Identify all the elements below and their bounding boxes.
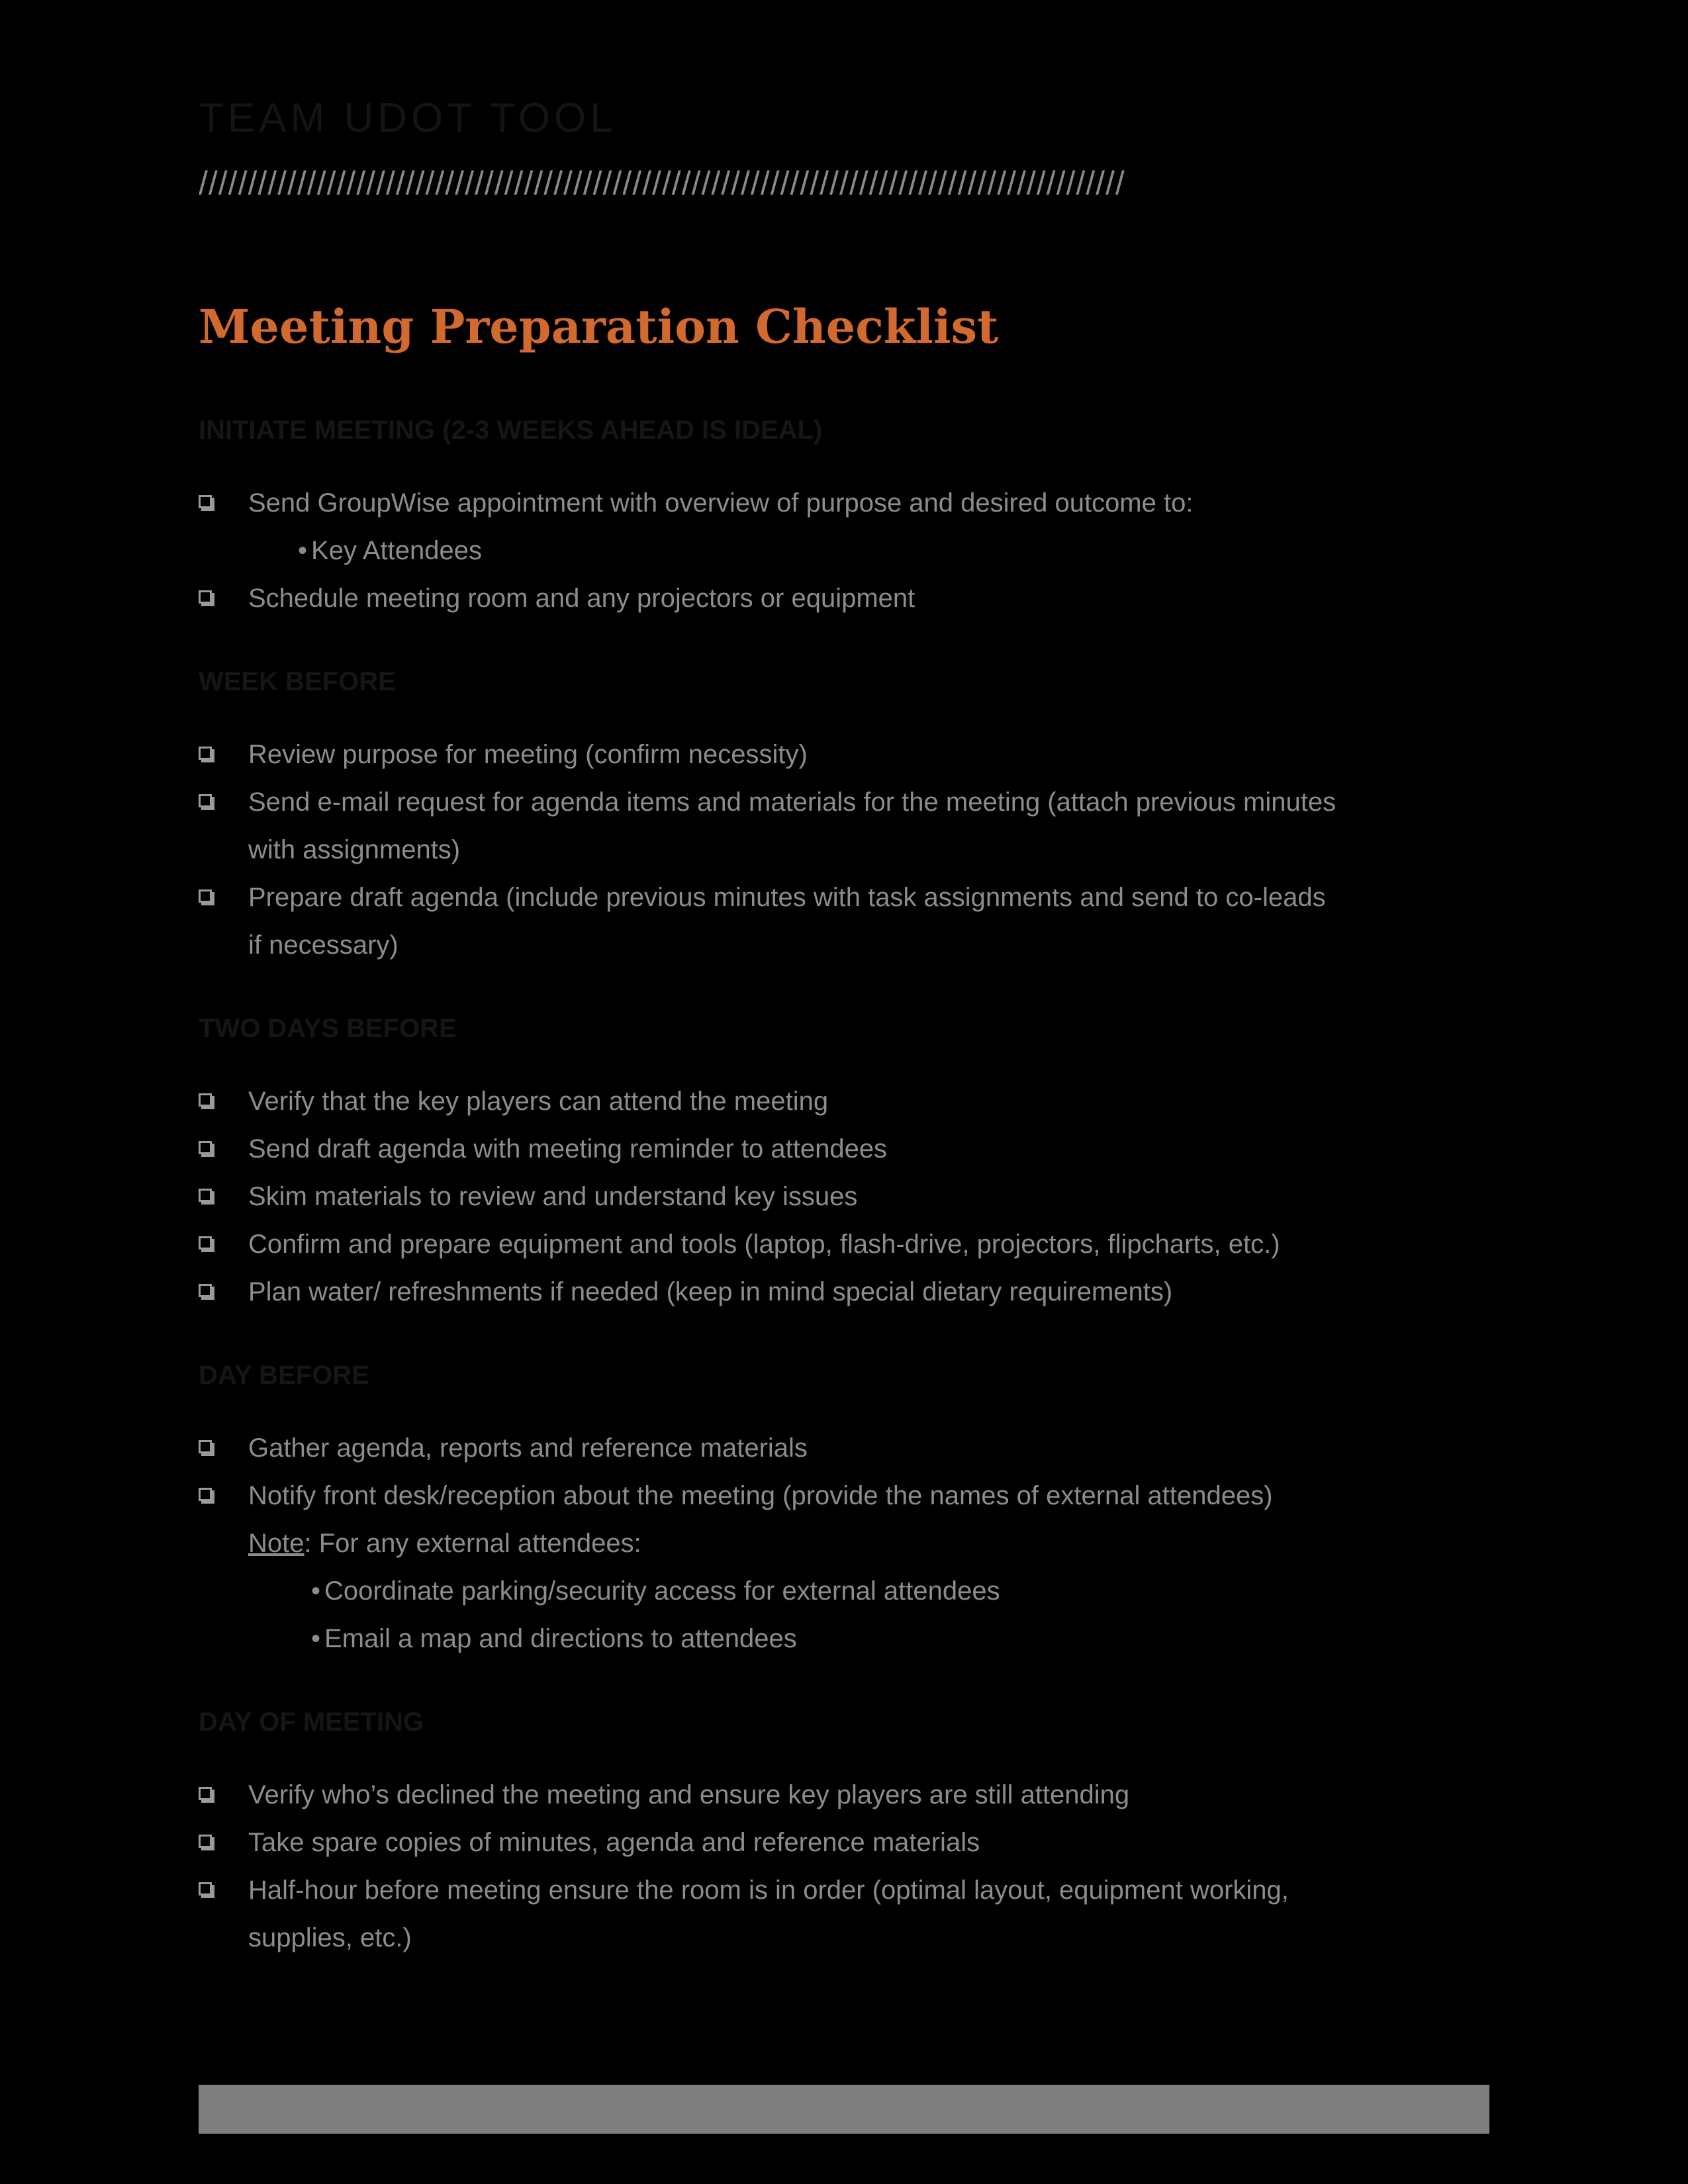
checklist-item[interactable]	[199, 1866, 1456, 1962]
checklist-item-text: Prepare draft agenda (include previous minutes with task assignments and send to co-leads	[248, 883, 1326, 912]
checkbox-icon[interactable]	[199, 1141, 212, 1154]
section-heading: TWO DAYS BEFORE	[199, 1014, 457, 1043]
checklist-item-text: Send draft agenda with meeting reminder to attendees	[248, 1134, 888, 1163]
checklist-item-text: Notify front desk/reception about the meeting (provide the names of external attendees)	[248, 1481, 1273, 1510]
checklist	[199, 731, 1456, 969]
header-divider: //////////////////////////////////////////////////////////////////////////////////////////////	[199, 165, 1125, 202]
bullet-icon: •	[298, 536, 308, 565]
checkbox-icon[interactable]	[199, 495, 212, 508]
checklist-item-text: Skim materials to review and understand key issues	[248, 1182, 858, 1211]
checklist-item-text: Half-hour before meeting ensure the room is in order (optimal layout, equipment working,	[248, 1876, 1289, 1905]
checkbox-icon[interactable]	[199, 1093, 212, 1107]
section-heading: INITIATE MEETING (2-3 WEEKS AHEAD IS IDEAL)	[199, 416, 823, 445]
document-title: Meeting Preparation Checklist	[199, 299, 999, 354]
section-heading: WEEK BEFORE	[199, 667, 396, 696]
sub-bullet-text: Key Attendees	[311, 536, 482, 565]
checklist-item-text: Send GroupWise appointment with overview of purpose and desired outcome to:	[248, 488, 1194, 518]
checklist-item[interactable]	[199, 574, 1456, 622]
checklist-item-text: Confirm and prepare equipment and tools (laptop, flash-drive, projectors, flipcharts, etc.)	[248, 1230, 1280, 1259]
bullet-icon: •	[311, 1624, 321, 1653]
note-line	[199, 1520, 1456, 1567]
section-day-before	[199, 1355, 1456, 1662]
checkbox-icon[interactable]	[199, 1189, 212, 1202]
checkbox-icon[interactable]	[199, 1236, 212, 1250]
checklist-item[interactable]	[199, 778, 1456, 874]
checkbox-icon[interactable]	[199, 1488, 212, 1501]
checklist-item-text: Plan water/ refreshments if needed (keep in mind special dietary requirements)	[248, 1277, 1173, 1306]
checklist	[199, 1771, 1456, 1962]
sub-bullet-text: Email a map and directions to attendees	[324, 1624, 797, 1653]
checklist-item[interactable]	[199, 874, 1456, 969]
checklist-item-text: Review purpose for meeting (confirm necessity)	[248, 740, 808, 769]
checklist-item[interactable]	[199, 731, 1456, 778]
checklist-item[interactable]	[199, 1819, 1456, 1866]
section-day-of-meeting	[199, 1702, 1456, 1962]
checklist-item-continuation: if necessary)	[248, 931, 399, 960]
sub-bullet	[199, 1615, 1456, 1662]
bullet-icon: •	[311, 1576, 321, 1606]
section-week-before	[199, 662, 1456, 969]
section-initiate-meeting	[199, 410, 1456, 622]
sub-bullet	[199, 527, 1456, 574]
checklist-item-text: Schedule meeting room and any projectors or equipment	[248, 584, 915, 613]
checklist-item[interactable]	[199, 1173, 1456, 1220]
checkbox-icon[interactable]	[199, 1835, 212, 1848]
header-title: TEAM UDOT TOOL	[199, 95, 617, 141]
checkbox-icon[interactable]	[199, 889, 212, 903]
sub-bullet	[199, 1567, 1456, 1615]
checklist-item[interactable]	[199, 1077, 1456, 1125]
checklist-item-continuation: with assignments)	[248, 835, 461, 864]
checklist-item[interactable]	[199, 479, 1456, 527]
checklist-item-text: Gather agenda, reports and reference materials	[248, 1433, 808, 1463]
checklist	[199, 1077, 1456, 1316]
footer-bar	[199, 2085, 1489, 2134]
checklist-item[interactable]	[199, 1268, 1456, 1316]
checklist-item-continuation: supplies, etc.)	[248, 1923, 412, 1952]
note-label: Note	[248, 1529, 305, 1558]
section-heading: DAY BEFORE	[199, 1361, 369, 1390]
checklist-item[interactable]	[199, 1125, 1456, 1173]
sub-bullet-text: Coordinate parking/security access for external attendees	[324, 1576, 1000, 1606]
checklist	[199, 479, 1456, 622]
checklist-item-text: Send e-mail request for agenda items and materials for the meeting (attach previous minutes	[248, 788, 1336, 817]
checkbox-icon[interactable]	[199, 1882, 212, 1895]
checkbox-icon[interactable]	[199, 1787, 212, 1800]
checklist-item-text: Verify that the key players can attend the meeting	[248, 1087, 829, 1116]
checklist-item-text: Take spare copies of minutes, agenda and reference materials	[248, 1828, 980, 1857]
checklist-item-text: Verify who’s declined the meeting and ensure key players are still attending	[248, 1780, 1130, 1809]
checkbox-icon[interactable]	[199, 590, 212, 604]
note-text: : For any external attendees:	[304, 1529, 641, 1558]
checkbox-icon[interactable]	[199, 794, 212, 807]
checklist-item[interactable]	[199, 1771, 1456, 1819]
section-two-days-before	[199, 1009, 1456, 1316]
checklist-item[interactable]	[199, 1472, 1456, 1520]
checklist	[199, 1424, 1456, 1662]
checklist-item[interactable]	[199, 1424, 1456, 1472]
section-heading: DAY OF MEETING	[199, 1707, 424, 1737]
checkbox-icon[interactable]	[199, 747, 212, 760]
checkbox-icon[interactable]	[199, 1440, 212, 1453]
checkbox-icon[interactable]	[199, 1284, 212, 1297]
checklist-item[interactable]	[199, 1220, 1456, 1268]
